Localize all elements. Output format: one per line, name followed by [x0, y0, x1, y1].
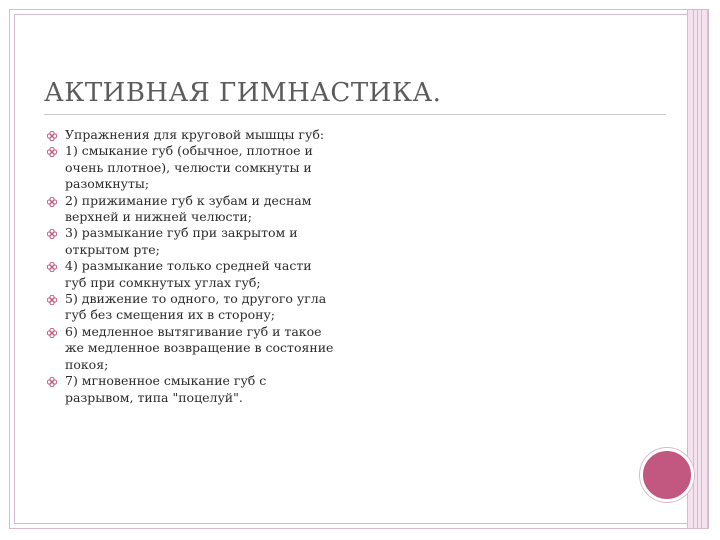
strip-line: [693, 10, 694, 528]
bullet-text: 5) движение то одного, то другого угла губ без смещения их в сторону;: [65, 291, 327, 323]
bullet-text: 2) прижимание губ к зубам и деснам верхней и нижней челюсти;: [65, 192, 312, 225]
decorative-side-strip: [687, 10, 708, 528]
bullet-item: [47, 373, 337, 406]
bullet-item: [47, 324, 337, 373]
flower-bullet-icon: [47, 328, 57, 338]
flower-bullet-icon: [47, 197, 57, 207]
bullet-list: [47, 127, 337, 406]
bullet-item: [47, 258, 337, 291]
bullet-text: 6) медленное вытягивание губ и такое же медленное возвращение в состояние покоя;: [65, 323, 334, 372]
flower-bullet-icon: [47, 295, 57, 305]
bullet-item: [47, 291, 337, 324]
bullet-item: [47, 193, 337, 226]
bullet-item: [47, 143, 337, 192]
title-divider: [44, 114, 666, 115]
bullet-item: [47, 127, 337, 143]
bullet-item: [47, 225, 337, 258]
decorative-circle: [640, 448, 694, 502]
bullet-text: 1) смыкание губ (обычное, плотное и очень плотное), челюсти сомкнуты и разомкнуты;: [65, 143, 313, 192]
flower-bullet-icon: [47, 377, 57, 387]
slide-title: АКТИВНАЯ ГИМНАСТИКА.: [44, 78, 442, 108]
strip-line: [697, 10, 698, 528]
flower-bullet-icon: [47, 229, 57, 239]
bullet-text: Упражнения для круговой мышцы губ:: [65, 127, 325, 142]
flower-bullet-icon: [47, 131, 57, 141]
strip-line: [701, 10, 702, 528]
bullet-text: 7) мгновенное смыкание губ с разрывом, типа "поцелуй".: [65, 373, 267, 405]
bullet-text: 3) размыкание губ при закрытом и открытом рте;: [65, 225, 298, 257]
flower-bullet-icon: [47, 262, 57, 272]
flower-bullet-icon: [47, 147, 57, 157]
bullet-text: 4) размыкание только средней части губ при сомкнутых углах губ;: [65, 258, 312, 290]
